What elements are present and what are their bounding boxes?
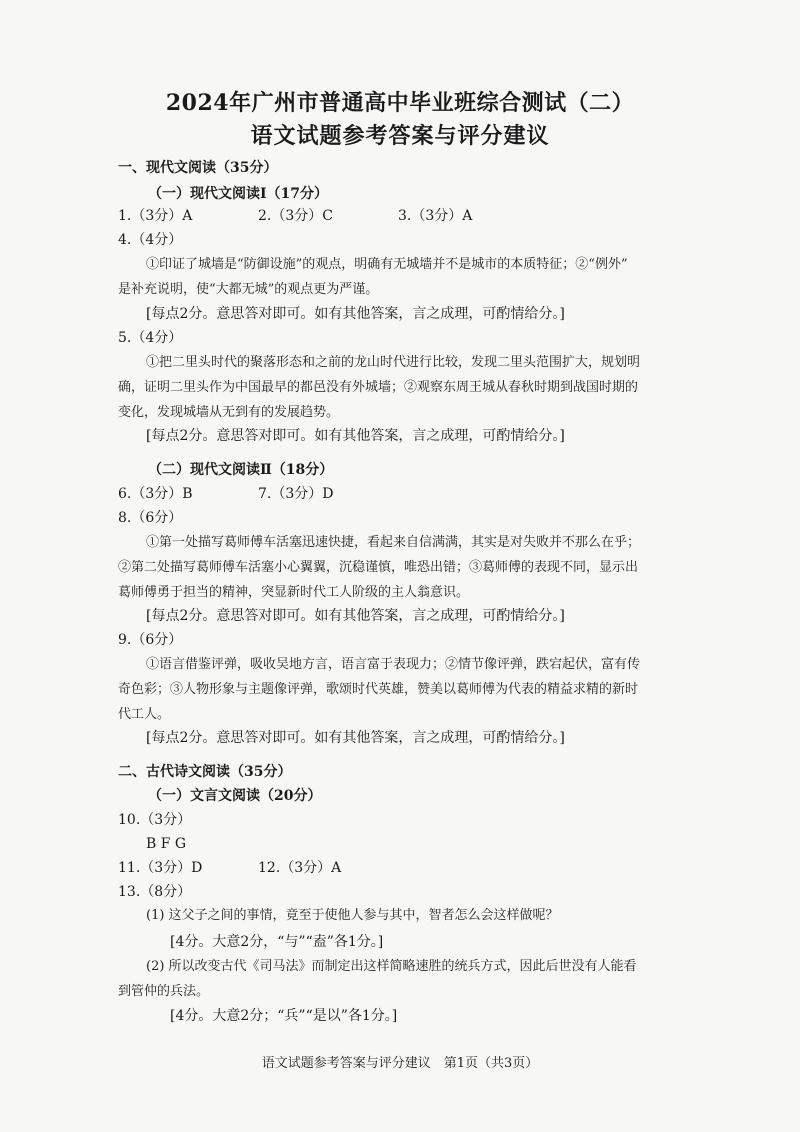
answer-q8-line: ①第一处描写葛师傅车活塞迅速快捷，看起来自信满满，其实是对失败并不那么在乎； — [146, 535, 641, 550]
answer-q8-line: ②第二处描写葛师傅车活塞小心翼翼，沉稳谨慎，唯恐出错；③葛师傅的表现不同，显示出 — [118, 560, 639, 575]
answer-q10: B F G — [146, 836, 187, 852]
subsection-heading-modern-reading-2: （二）现代文阅读Ⅱ（18分） — [148, 462, 334, 478]
scoring-note-q8: [每点2分。意思答对即可。如有其他答案，言之成理，可酌情给分。] — [146, 608, 565, 624]
section-heading-classical-reading: 二、古代诗文阅读（35分） — [118, 764, 292, 780]
scoring-note-q13-2: [4分。大意2分；“兵”“是以”各1分。] — [170, 1008, 398, 1024]
answer-q4-line: 是补充说明，使“大都无城”的观点更为严谨。 — [118, 282, 379, 297]
answer-q3: 3.（3分）A — [398, 208, 473, 224]
subsection-heading-classical-chinese: （一）文言文阅读（20分） — [148, 788, 322, 804]
scoring-note-q9: [每点2分。意思答对即可。如有其他答案，言之成理，可酌情给分。] — [146, 730, 565, 746]
question-q5-header: 5.（4分） — [118, 330, 183, 346]
answer-q13-1: (1) 这父子之间的事情，竟至于使他人参与其中，智者怎么会这样做呢？ — [146, 908, 559, 923]
answer-q6: 6.（3分）B — [118, 486, 193, 502]
question-q8-header: 8.（6分） — [118, 510, 183, 526]
answer-q5-line: ①把二里头时代的聚落形态和之前的龙山时代进行比较，发现二里头范围扩大，规划明 — [146, 355, 641, 370]
section-heading-modern-reading: 一、现代文阅读（35分） — [118, 160, 278, 176]
answer-q5-line: 变化，发现城墙从无到有的发展趋势。 — [118, 405, 340, 420]
answer-q13-2-line: 到管仲的兵法。 — [118, 984, 210, 999]
question-q9-header: 9.（6分） — [118, 632, 183, 648]
question-q4-header: 4.（4分） — [118, 232, 183, 248]
document-title: 2024年广州市普通高中毕业班综合测试（二） — [165, 90, 635, 116]
answer-q9-line: 奇色彩；③人物形象与主题像评弹，歌颂时代英雄，赞美以葛师傅为代表的精益求精的新时 — [118, 682, 639, 697]
answer-q5-line: 确，证明二里头作为中国最早的都邑没有外城墙；②观察东周王城从春秋时期到战国时期的 — [118, 380, 639, 395]
question-q13-header: 13.（8分） — [118, 884, 192, 900]
page-footer: 语文试题参考答案与评分建议 第1页（共3页） — [261, 1056, 539, 1071]
answer-q2: 2.（3分）C — [258, 208, 333, 224]
document-subtitle: 语文试题参考答案与评分建议 — [250, 123, 550, 149]
subsection-heading-modern-reading-1: （一）现代文阅读Ⅰ（17分） — [148, 186, 329, 202]
answer-q1: 1.（3分）A — [118, 208, 193, 224]
answer-q7: 7.（3分）D — [258, 486, 334, 502]
answer-q4-line: ①印证了城墙是“防御设施”的观点，明确有无城墙并不是城市的本质特征；②“例外” — [146, 257, 628, 272]
scoring-note-q4: [每点2分。意思答对即可。如有其他答案，言之成理，可酌情给分。] — [146, 306, 565, 322]
question-q10-header: 10.（3分） — [118, 812, 192, 828]
answer-q8-line: 葛师傅勇于担当的精神，突显新时代工人阶级的主人翁意识。 — [118, 585, 470, 600]
answer-q13-2-line: (2) 所以改变古代《司马法》而制定出这样简略速胜的统兵方式，因此后世没有人能看 — [146, 959, 637, 974]
scoring-note-q13-1: [4分。大意2分，“与”“盍”各1分。] — [170, 934, 384, 950]
answer-q12: 12.（3分）A — [258, 860, 342, 876]
answer-q9-line: 代工人。 — [118, 707, 171, 722]
answer-q11: 11.（3分）D — [118, 860, 203, 876]
answer-q9-line: ①语言借鉴评弹，吸收吴地方言，语言富于表现力；②情节像评弹，跌宕起伏，富有传 — [146, 657, 641, 672]
scoring-note-q5: [每点2分。意思答对即可。如有其他答案，言之成理，可酌情给分。] — [146, 428, 565, 444]
